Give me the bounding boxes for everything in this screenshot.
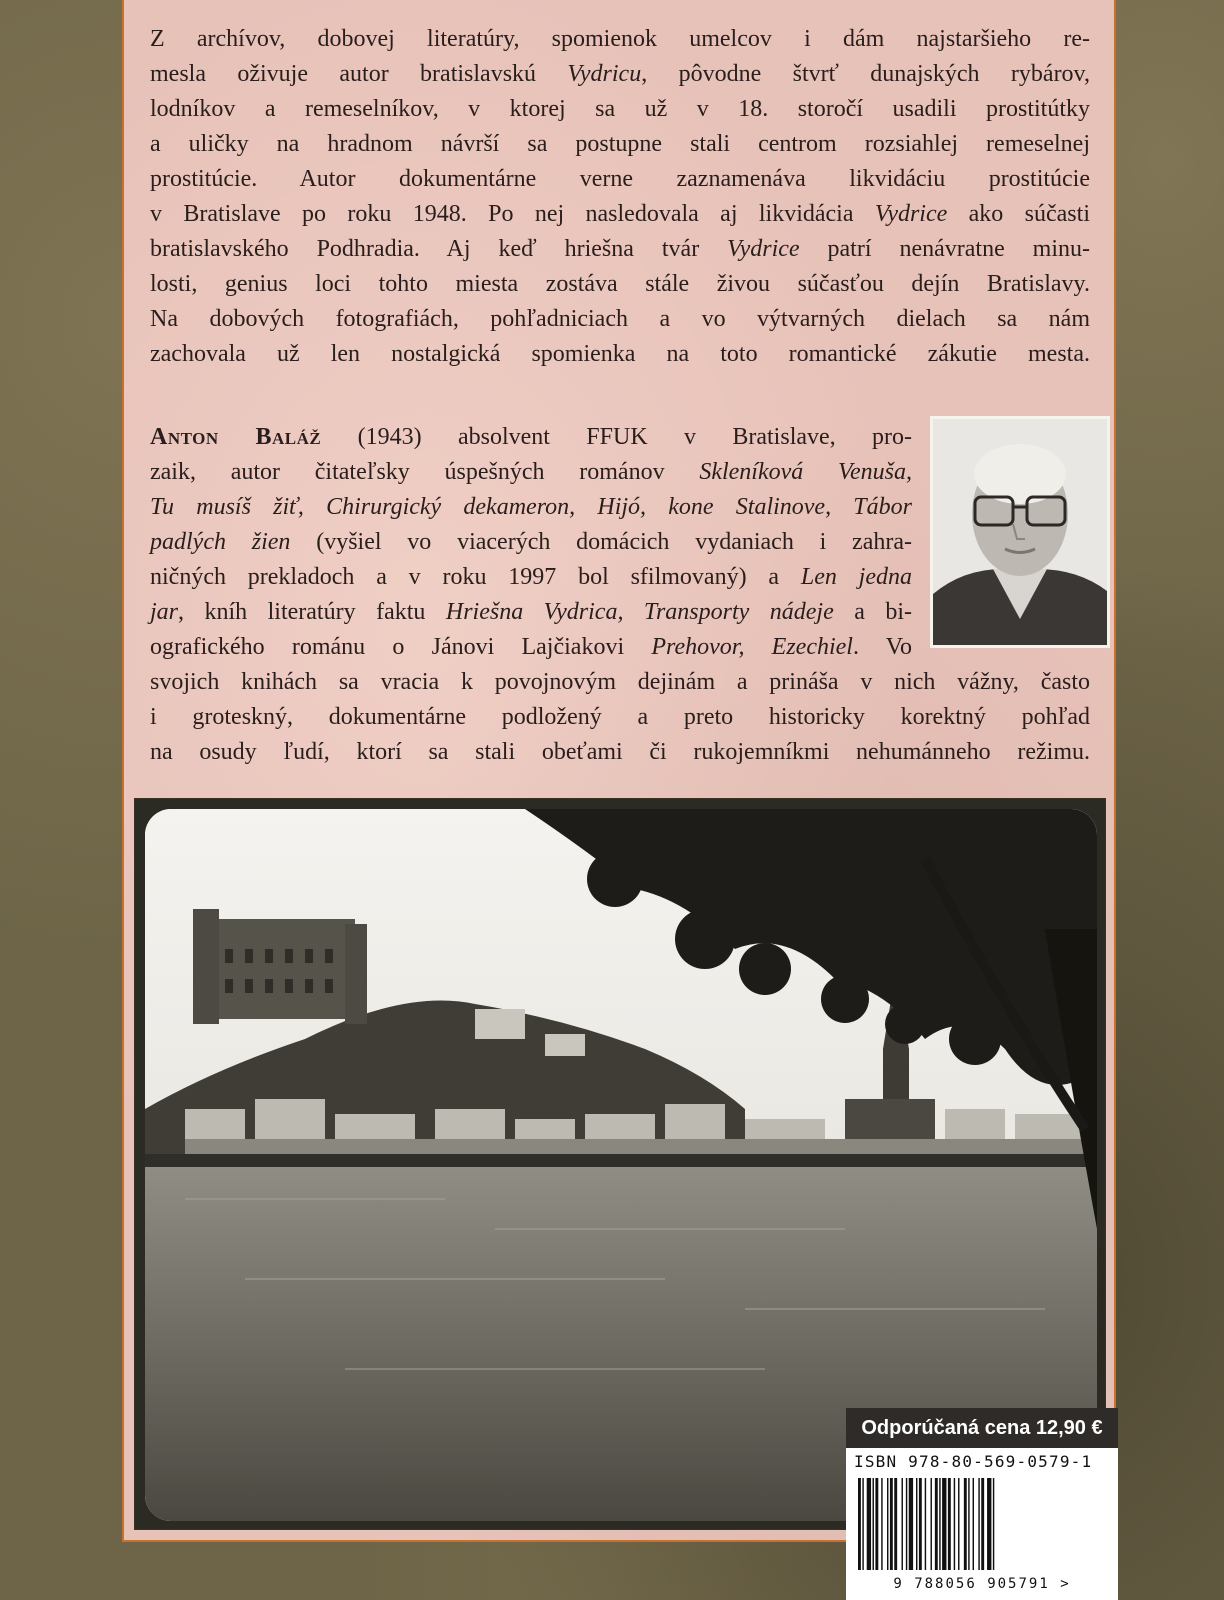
description-text-run: , pôvodne štvrť dunajských rybárov, [641, 61, 1090, 87]
barcode-bar [902, 1478, 903, 1570]
author-bio-line [150, 490, 912, 525]
description-text-run: losti, genius loci tohto miesta zostáva stále živou súčasťou dejín Bratislavy. [150, 271, 1090, 297]
author-bio-text-run: , kníh literatúry faktu [178, 599, 446, 625]
description-text-run: patrí nenávratne minu- [799, 236, 1091, 262]
description-line [150, 92, 1090, 127]
author-bio-line [150, 420, 912, 455]
author-bio-line [150, 700, 1090, 735]
description-text-run: v Bratislave po roku 1948. Po nej nasledovala aj likvidácia [150, 201, 875, 227]
description-text-run: a uličky na hradnom návrší sa postupne stali centrom rozsiahlej remeselnej [150, 131, 1090, 157]
description-line [150, 197, 1090, 232]
barcode-bar [887, 1478, 888, 1570]
barcode-bar [890, 1478, 893, 1570]
author-bio-text-run: . Vo [852, 634, 913, 660]
author-bio-text-run: Len jedna [800, 564, 912, 590]
author-bio-line [150, 735, 1090, 770]
barcode-bar [954, 1478, 955, 1570]
author-bio-line [150, 630, 912, 665]
barcode-bar [894, 1478, 897, 1570]
description-text-run: mesla oživuje autor bratislavskú [150, 61, 568, 87]
author-bio-text-run: svojich knihách sa vracia k povojnovým dejinám a prináša v nich vážny, často [150, 669, 1090, 695]
barcode-bar [939, 1478, 940, 1570]
barcode-bar [916, 1478, 917, 1570]
author-bio-text-run: (1943) absolvent FFUK v Bratislave, pro- [321, 424, 913, 450]
barcode-bar [867, 1478, 871, 1570]
author-bio-line [150, 665, 1090, 700]
author-bio-text-run: ografického románu o Jánovi Lajčiakovi [150, 634, 652, 660]
description-text-run: Z archívov, dobovej literatúry, spomienok umelcov i dám najstaršieho re- [150, 26, 1090, 52]
barcode-bar [973, 1478, 974, 1570]
description-line [150, 57, 1090, 92]
barcode-bar [987, 1478, 991, 1570]
barcode-bar [993, 1478, 994, 1570]
barcode-bar [873, 1478, 874, 1570]
barcode-bar [858, 1478, 861, 1570]
author-bio-line [150, 560, 912, 595]
barcode-bar [862, 1478, 863, 1570]
author-bio-text-run: zaik, autor čitateľsky úspešných románov [150, 459, 700, 485]
barcode-bar [958, 1478, 959, 1570]
description-text-run: prostitúcie. Autor dokumentárne verne zaznamenáva likvidáciu prostitúcie [150, 166, 1090, 192]
barcode-bar [964, 1478, 967, 1570]
portrait-photo [933, 419, 1107, 645]
author-bio-text-run: na osudy ľudí, ktorí sa stali obeťami či rukojemníkmi nehumánneho režimu. [150, 739, 1090, 765]
description-text-run: lodníkov a remeselníkov, v ktorej sa už v 18. storočí usadili prostitútky [150, 96, 1090, 122]
author-photo [930, 416, 1110, 648]
description-line [150, 127, 1090, 162]
description-text-run: Vydrice [727, 236, 800, 262]
barcode-panel [846, 1448, 1118, 1600]
barcode-bar [968, 1478, 969, 1570]
barcode-bar [881, 1478, 882, 1570]
description-line [150, 337, 1090, 372]
barcode-bar [978, 1478, 979, 1570]
author-bio-line [150, 525, 912, 560]
description-line [150, 22, 1090, 57]
barcode-icon [854, 1478, 1110, 1574]
price-label: Odporúčaná cena 12,90 € [846, 1408, 1118, 1448]
description-line [150, 302, 1090, 337]
description-text-run: Na dobových fotografiách, pohľadniciach a vo výtvarných dielach sa nám [150, 306, 1090, 332]
author-bio-text-run: Anton Baláž [150, 424, 322, 450]
barcode-bar [875, 1478, 878, 1570]
author-bio-text-run: a bi- [833, 599, 913, 625]
description-text-run: Vydrice [874, 201, 948, 227]
description-text-run: zachovala už len nostalgická spomienka na toto romantické zákutie mesta. [150, 341, 1090, 367]
author-bio-text-run: i groteskný, dokumentárne podložený a preto historicky korektný pohľad [150, 704, 1090, 730]
author-bio-text-run: padlých žien [150, 529, 291, 555]
barcode-digits: 9 788056 905791 > [893, 1576, 1071, 1592]
isbn-label: ISBN 978-80-569-0579-1 [854, 1452, 1093, 1471]
barcode-bar [942, 1478, 946, 1570]
author-bio-text-run: (vyšiel vo viacerých domácich vydaniach i zahra- [290, 529, 912, 555]
author-bio-text-run: Tu musíš žiť, Chirurgický dekameron, Hijó, kone Stalinove, Tábor [150, 494, 912, 520]
author-bio-text-run: Hriešna Vydrica, Transporty nádeje [445, 599, 834, 625]
author-bio-line [150, 595, 912, 630]
description-line [150, 232, 1090, 267]
description-text-run: Vydricu [567, 61, 642, 87]
description-line [150, 162, 1090, 197]
description-line [150, 267, 1090, 302]
barcode-bar [935, 1478, 938, 1570]
book-description [150, 22, 1090, 372]
barcode-bar [906, 1478, 907, 1570]
barcode-bar [948, 1478, 951, 1570]
barcode-bar [925, 1478, 926, 1570]
description-text-run: ako súčasti [947, 201, 1090, 227]
author-bio-text-run: ničných prekladoch a v roku 1997 bol sfilmovaný) a [150, 564, 801, 590]
barcode-bar [931, 1478, 932, 1570]
barcode-bar [981, 1478, 984, 1570]
author-bio-text-run: Prehovor, Ezechiel [651, 634, 853, 660]
barcode-bar [909, 1478, 913, 1570]
author-bio-text-run: jar [150, 599, 179, 625]
description-text-run: bratislavského Podhradia. Aj keď hriešna tvár [150, 236, 728, 262]
barcode-bar [919, 1478, 922, 1570]
author-bio-line [150, 455, 912, 490]
author-bio-text-run: Skleníková Venuša, [699, 459, 913, 485]
